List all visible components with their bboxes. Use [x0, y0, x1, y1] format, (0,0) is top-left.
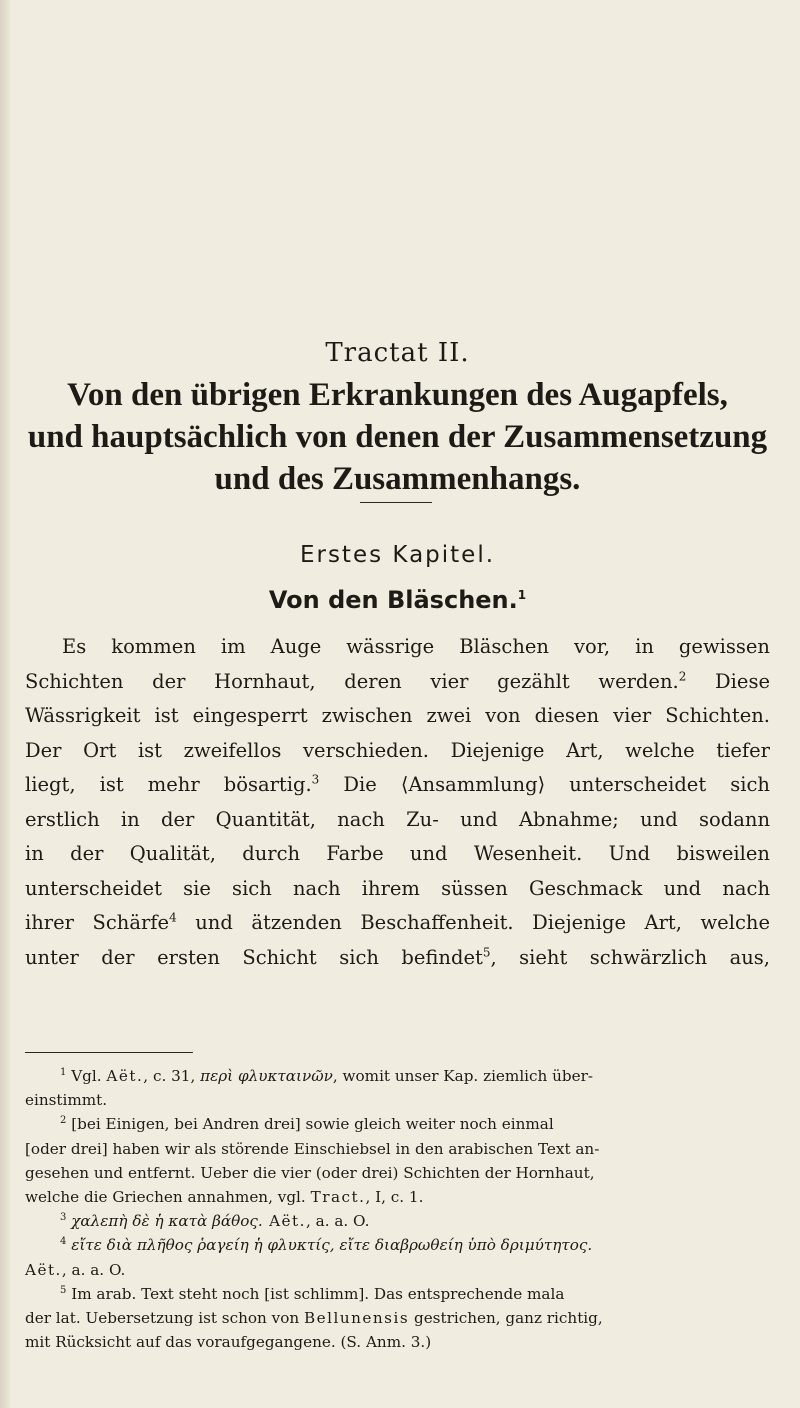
footnote-number: 4	[60, 1236, 67, 1248]
footnote-line	[25, 1112, 770, 1136]
greek-text: χαλεπὴ δὲ ἡ κατὰ βάθος.	[66, 1212, 263, 1231]
footnote-4	[25, 1233, 770, 1281]
footnote-line	[25, 1209, 770, 1233]
body-paragraph	[25, 630, 770, 975]
page-edge	[0, 0, 10, 1408]
footnote-line	[25, 1258, 770, 1282]
footnote-line	[25, 1306, 770, 1330]
footnote-line: [oder drei] haben wir als störende Einschiebsel in den arabischen Text an-	[25, 1139, 600, 1158]
footnote-line	[25, 1233, 770, 1257]
greek-text: περὶ φλυκταινῶν	[200, 1067, 333, 1085]
footnote-3	[25, 1209, 770, 1233]
footnote-ref: 2	[678, 669, 687, 683]
main-title	[25, 374, 770, 500]
footnote-number: 1	[60, 1066, 67, 1078]
text-line: in der Qualität, durch Farbe und Wesenheit. Und bisweilen	[25, 842, 770, 865]
citation-author: Aët.	[262, 1212, 306, 1231]
footnote-ref: 3	[311, 772, 320, 787]
main-title-line: und des Zusammenhangs.	[214, 461, 581, 497]
text-line	[25, 941, 770, 976]
section-divider	[360, 502, 432, 503]
text-segment: welche die Griechen annahmen, vgl.	[25, 1188, 311, 1207]
footnote-divider	[25, 1052, 193, 1053]
footnote-line: gesehen und entfernt. Ueber die vier (oder drei) Schichten der Hornhaut,	[25, 1163, 595, 1182]
footnote-line	[25, 1064, 770, 1088]
footnote-ref: 4	[169, 910, 177, 925]
footnote-line: mit Rücksicht auf das voraufgegangene. (S. Anm. 3.)	[25, 1333, 432, 1352]
citation-author: Aët.	[106, 1067, 144, 1085]
citation-author: Aët.	[25, 1260, 62, 1279]
footnote-line	[25, 1185, 770, 1209]
text-line: Es kommen im Auge wässrige Bläschen vor, in gewissen	[62, 635, 770, 658]
tract-label: Tractat II.	[325, 338, 470, 368]
text-segment: der lat. Uebersetzung ist schon von	[25, 1309, 304, 1328]
text-segment: , womit unser Kap. ziemlich über-	[332, 1067, 594, 1085]
footnotes	[25, 1064, 770, 1354]
main-title-line: Von den übrigen Erkrankungen des Augapfels,	[67, 377, 728, 413]
main-title-line: und hauptsächlich von denen der Zusammensetzung	[27, 419, 768, 455]
footnote-ref: 5	[482, 945, 491, 959]
text-line	[25, 906, 770, 941]
chapter-label: Erstes Kapitel.	[299, 542, 496, 568]
footnote-1	[25, 1064, 770, 1112]
text-line	[25, 665, 770, 700]
greek-text: εἴτε διὰ πλῆθος ῥαγείη ἡ φλυκτίς, εἴτε διαβρωθείη ὑπὸ δριμύτητος.	[66, 1236, 593, 1255]
text-segment: [bei Einigen, bei Andren drei] sowie gleich weiter noch einmal	[66, 1115, 554, 1134]
text-segment: Vgl.	[66, 1067, 107, 1085]
footnote-line	[25, 1282, 770, 1306]
text-segment: Im arab. Text steht noch [ist schlimm]. Das entsprechende mala	[66, 1284, 565, 1303]
book-page	[25, 0, 770, 1408]
text-line: unterscheidet sie sich nach ihrem süssen Geschmack und nach	[25, 876, 770, 900]
text-segment: , sieht schwärzlich aus,	[490, 945, 770, 969]
footnote-number: 2	[60, 1115, 67, 1127]
text-segment: , a. a. O.	[61, 1260, 126, 1279]
text-segment: und ätzenden Beschaffenheit. Diejenige Art, welche	[176, 911, 770, 934]
text-segment: , I, c. 1.	[365, 1188, 424, 1207]
text-line: Wässrigkeit ist eingesperrt zwischen zwei von diesen vier Schichten.	[25, 704, 770, 727]
text-segment: Schichten der Hornhaut, deren vier gezählt werden.	[25, 669, 679, 693]
text-line: Der Ort ist zweifellos verschieden. Diejenige Art, welche tiefer	[25, 738, 770, 762]
text-segment: ihrer Schärfe	[25, 911, 170, 934]
text-segment: gestrichen, ganz richtig,	[409, 1309, 603, 1328]
footnote-line: einstimmt.	[25, 1091, 108, 1110]
citation-author: Bellunensis	[303, 1309, 410, 1328]
text-segment: Diese	[686, 669, 770, 693]
text-segment: liegt, ist mehr bösartig.	[25, 773, 312, 796]
text-line	[25, 768, 770, 803]
footnote-ref: 1	[517, 588, 527, 602]
text-segment: , c. 31,	[143, 1067, 201, 1085]
text-segment: unter der ersten Schicht sich befindet	[25, 945, 483, 969]
footnote-number: 5	[60, 1284, 67, 1296]
text-segment: , a. a. O.	[305, 1212, 370, 1231]
text-segment: Die ⟨Ansammlung⟩ unterscheidet sich	[319, 773, 770, 796]
chapter-title	[25, 586, 770, 614]
citation-work: Tract.	[310, 1188, 366, 1207]
footnote-2	[25, 1112, 770, 1209]
chapter-title-text: Von den Bläschen.	[268, 586, 518, 614]
footnote-number: 3	[60, 1212, 67, 1224]
text-line: erstlich in der Quantität, nach Zu- und Abnahme; und sodann	[25, 807, 770, 831]
footnote-5	[25, 1282, 770, 1355]
